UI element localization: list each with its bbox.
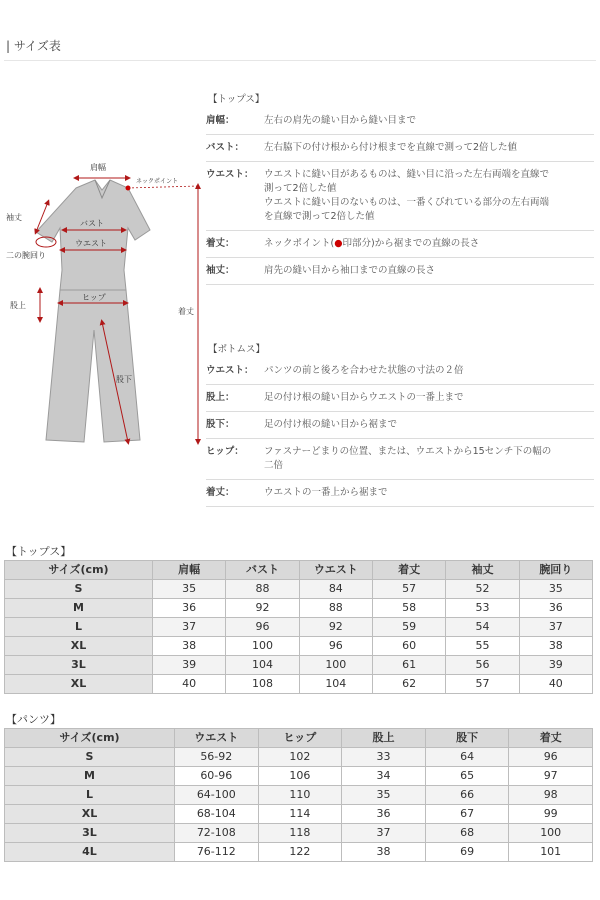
value-cell: 57 <box>446 675 519 694</box>
value-cell: 72-108 <box>175 824 259 843</box>
value-cell: 58 <box>372 599 445 618</box>
label-bust: バスト <box>80 219 104 228</box>
guide-desc: 左右脇下の付け根から付け根までを直線で測って2倍した値 <box>264 142 518 153</box>
value-cell: 36 <box>153 599 226 618</box>
guide-label: ヒップ： <box>206 446 244 457</box>
table-row <box>5 843 593 862</box>
value-cell: 53 <box>446 599 519 618</box>
column-header: 着丈 <box>509 729 593 748</box>
guide-label: 股下： <box>206 419 235 430</box>
value-cell: 37 <box>153 618 226 637</box>
size-cell: M <box>5 599 153 618</box>
column-header: サイズ(cm) <box>5 729 175 748</box>
label-waist: ウエスト <box>75 239 107 248</box>
table-row <box>5 580 593 599</box>
value-cell: 88 <box>299 599 372 618</box>
value-cell: 108 <box>226 675 299 694</box>
size-cell: XL <box>5 675 153 694</box>
value-cell: 59 <box>372 618 445 637</box>
value-cell: 92 <box>226 599 299 618</box>
size-cell: XL <box>5 637 153 656</box>
guide-desc: 足の付け根の縫い目からウエストの一番上まで <box>264 392 464 403</box>
table-row <box>5 656 593 675</box>
value-cell: 52 <box>446 580 519 599</box>
value-cell: 88 <box>226 580 299 599</box>
size-cell: S <box>5 748 175 767</box>
column-header: 肩幅 <box>153 561 226 580</box>
shirt-shape <box>36 180 150 290</box>
neck-point-marker: ● <box>334 238 343 249</box>
table-row <box>5 599 593 618</box>
column-header: 着丈 <box>372 561 445 580</box>
value-cell: 35 <box>153 580 226 599</box>
guide-row <box>206 412 594 439</box>
tops-guide <box>206 92 594 285</box>
guide-desc <box>264 237 594 251</box>
value-cell: 110 <box>258 786 342 805</box>
value-cell: 96 <box>226 618 299 637</box>
table-row <box>5 637 593 656</box>
table-row <box>5 748 593 767</box>
guide-row <box>206 258 594 285</box>
value-cell: 102 <box>258 748 342 767</box>
value-cell: 60-96 <box>175 767 259 786</box>
table-row <box>5 786 593 805</box>
size-cell: 4L <box>5 843 175 862</box>
value-cell: 56 <box>446 656 519 675</box>
table-row <box>5 675 593 694</box>
size-cell: S <box>5 580 153 599</box>
value-cell: 57 <box>372 580 445 599</box>
value-cell: 33 <box>342 748 426 767</box>
value-cell: 99 <box>509 805 593 824</box>
value-cell: 62 <box>372 675 445 694</box>
guide-row <box>206 385 594 412</box>
value-cell: 65 <box>425 767 509 786</box>
guide-label: 肩幅： <box>206 115 235 126</box>
value-cell: 37 <box>342 824 426 843</box>
guide-desc: ウエストに縫い目があるものは、縫い目に沿った左右両端を直線で 測って2倍した値 ウエストに縫い目のないものは、一番くびれている部分の左右両端 を直線で測って2倍した値 <box>264 169 550 222</box>
measurement-figure <box>0 150 205 460</box>
value-cell: 69 <box>425 843 509 862</box>
value-cell: 114 <box>258 805 342 824</box>
guide-row <box>206 480 594 507</box>
guide-desc: パンツの前と後ろを合わせた状態の寸法の２倍 <box>264 365 464 376</box>
tops-table-heading: 【トップス】 <box>6 545 72 558</box>
guide-desc: 肩先の縫い目から袖口までの直線の長さ <box>264 265 436 276</box>
table-header-row <box>5 729 593 748</box>
label-rise: 股上 <box>10 301 26 310</box>
table-row <box>5 824 593 843</box>
value-cell: 35 <box>519 580 592 599</box>
table-header-row <box>5 561 593 580</box>
value-cell: 39 <box>519 656 592 675</box>
value-cell: 100 <box>299 656 372 675</box>
bottoms-guide <box>206 342 594 507</box>
size-cell: L <box>5 618 153 637</box>
value-cell: 55 <box>446 637 519 656</box>
value-cell: 68-104 <box>175 805 259 824</box>
neck-point-leader <box>128 186 198 188</box>
column-header: バスト <box>226 561 299 580</box>
label-inseam: 股下 <box>116 375 132 384</box>
label-sleeve: 袖丈 <box>6 213 22 222</box>
pants-table-body <box>5 748 593 862</box>
column-header: サイズ(cm) <box>5 561 153 580</box>
tops-table-body <box>5 580 593 694</box>
value-cell: 36 <box>519 599 592 618</box>
pants-shape <box>46 290 140 442</box>
size-cell: L <box>5 786 175 805</box>
guide-label: 股上： <box>206 392 235 403</box>
guide-desc: 足の付け根の縫い目から裾まで <box>264 419 398 430</box>
label-neck-point: ネックポイント <box>136 178 179 185</box>
label-length: 着丈 <box>178 307 194 316</box>
table-row <box>5 805 593 824</box>
desc-before: ネックポイント( <box>264 238 335 249</box>
guide-row <box>206 439 594 480</box>
value-cell: 104 <box>226 656 299 675</box>
value-cell: 34 <box>342 767 426 786</box>
desc-after: 印部分)から裾までの直線の長さ <box>342 238 480 249</box>
value-cell: 60 <box>372 637 445 656</box>
value-cell: 61 <box>372 656 445 675</box>
guide-label: ウエスト： <box>206 365 254 376</box>
label-hip: ヒップ <box>82 293 106 302</box>
value-cell: 92 <box>299 618 372 637</box>
column-header: 腕回り <box>519 561 592 580</box>
value-cell: 100 <box>226 637 299 656</box>
measurement-illustration <box>0 150 205 460</box>
tops-guide-title: 【トップス】 <box>208 94 265 105</box>
value-cell: 40 <box>519 675 592 694</box>
pants-table-heading: 【パンツ】 <box>6 713 61 726</box>
guide-desc: ファスナーどまりの位置、または、ウエストから15センチ下の幅の 二倍 <box>264 446 552 471</box>
value-cell: 67 <box>425 805 509 824</box>
guide-row <box>206 108 594 135</box>
value-cell: 84 <box>299 580 372 599</box>
value-cell: 64-100 <box>175 786 259 805</box>
table-row <box>5 767 593 786</box>
column-header: ウエスト <box>299 561 372 580</box>
guide-label: 袖丈： <box>206 265 235 276</box>
page-title: | サイズ表 <box>6 39 61 53</box>
value-cell: 118 <box>258 824 342 843</box>
value-cell: 64 <box>425 748 509 767</box>
value-cell: 96 <box>509 748 593 767</box>
value-cell: 122 <box>258 843 342 862</box>
column-header: 袖丈 <box>446 561 519 580</box>
value-cell: 66 <box>425 786 509 805</box>
guide-label: バスト： <box>206 142 245 153</box>
value-cell: 39 <box>153 656 226 675</box>
value-cell: 40 <box>153 675 226 694</box>
value-cell: 100 <box>509 824 593 843</box>
guide-label: 着丈： <box>206 238 235 249</box>
label-shoulder: 肩幅 <box>90 163 106 172</box>
title-divider <box>4 60 596 61</box>
size-cell: M <box>5 767 175 786</box>
value-cell: 106 <box>258 767 342 786</box>
label-arm: 二の腕回り <box>6 251 46 260</box>
column-header: 股下 <box>425 729 509 748</box>
value-cell: 101 <box>509 843 593 862</box>
value-cell: 37 <box>519 618 592 637</box>
value-cell: 68 <box>425 824 509 843</box>
pants-size-table <box>4 728 593 862</box>
guide-label: ウエスト： <box>206 169 254 180</box>
guide-label: 着丈： <box>206 487 235 498</box>
value-cell: 38 <box>519 637 592 656</box>
column-header: 股上 <box>342 729 426 748</box>
value-cell: 36 <box>342 805 426 824</box>
column-header: ウエスト <box>175 729 259 748</box>
value-cell: 35 <box>342 786 426 805</box>
value-cell: 97 <box>509 767 593 786</box>
table-row <box>5 618 593 637</box>
size-cell: 3L <box>5 656 153 675</box>
value-cell: 76-112 <box>175 843 259 862</box>
guide-row <box>206 358 594 385</box>
guide-row <box>206 135 594 162</box>
size-cell: XL <box>5 805 175 824</box>
bottoms-guide-title: 【ボトムス】 <box>208 344 266 355</box>
guide-row <box>206 231 594 258</box>
value-cell: 96 <box>299 637 372 656</box>
value-cell: 104 <box>299 675 372 694</box>
column-header: ヒップ <box>258 729 342 748</box>
value-cell: 38 <box>153 637 226 656</box>
guide-row <box>206 162 594 231</box>
size-cell: 3L <box>5 824 175 843</box>
value-cell: 56-92 <box>175 748 259 767</box>
tops-size-table <box>4 560 593 694</box>
value-cell: 38 <box>342 843 426 862</box>
value-cell: 98 <box>509 786 593 805</box>
guide-desc: ウエストの一番上から裾まで <box>264 487 388 498</box>
value-cell: 54 <box>446 618 519 637</box>
guide-desc: 左右の肩先の縫い目から縫い目まで <box>264 115 417 126</box>
